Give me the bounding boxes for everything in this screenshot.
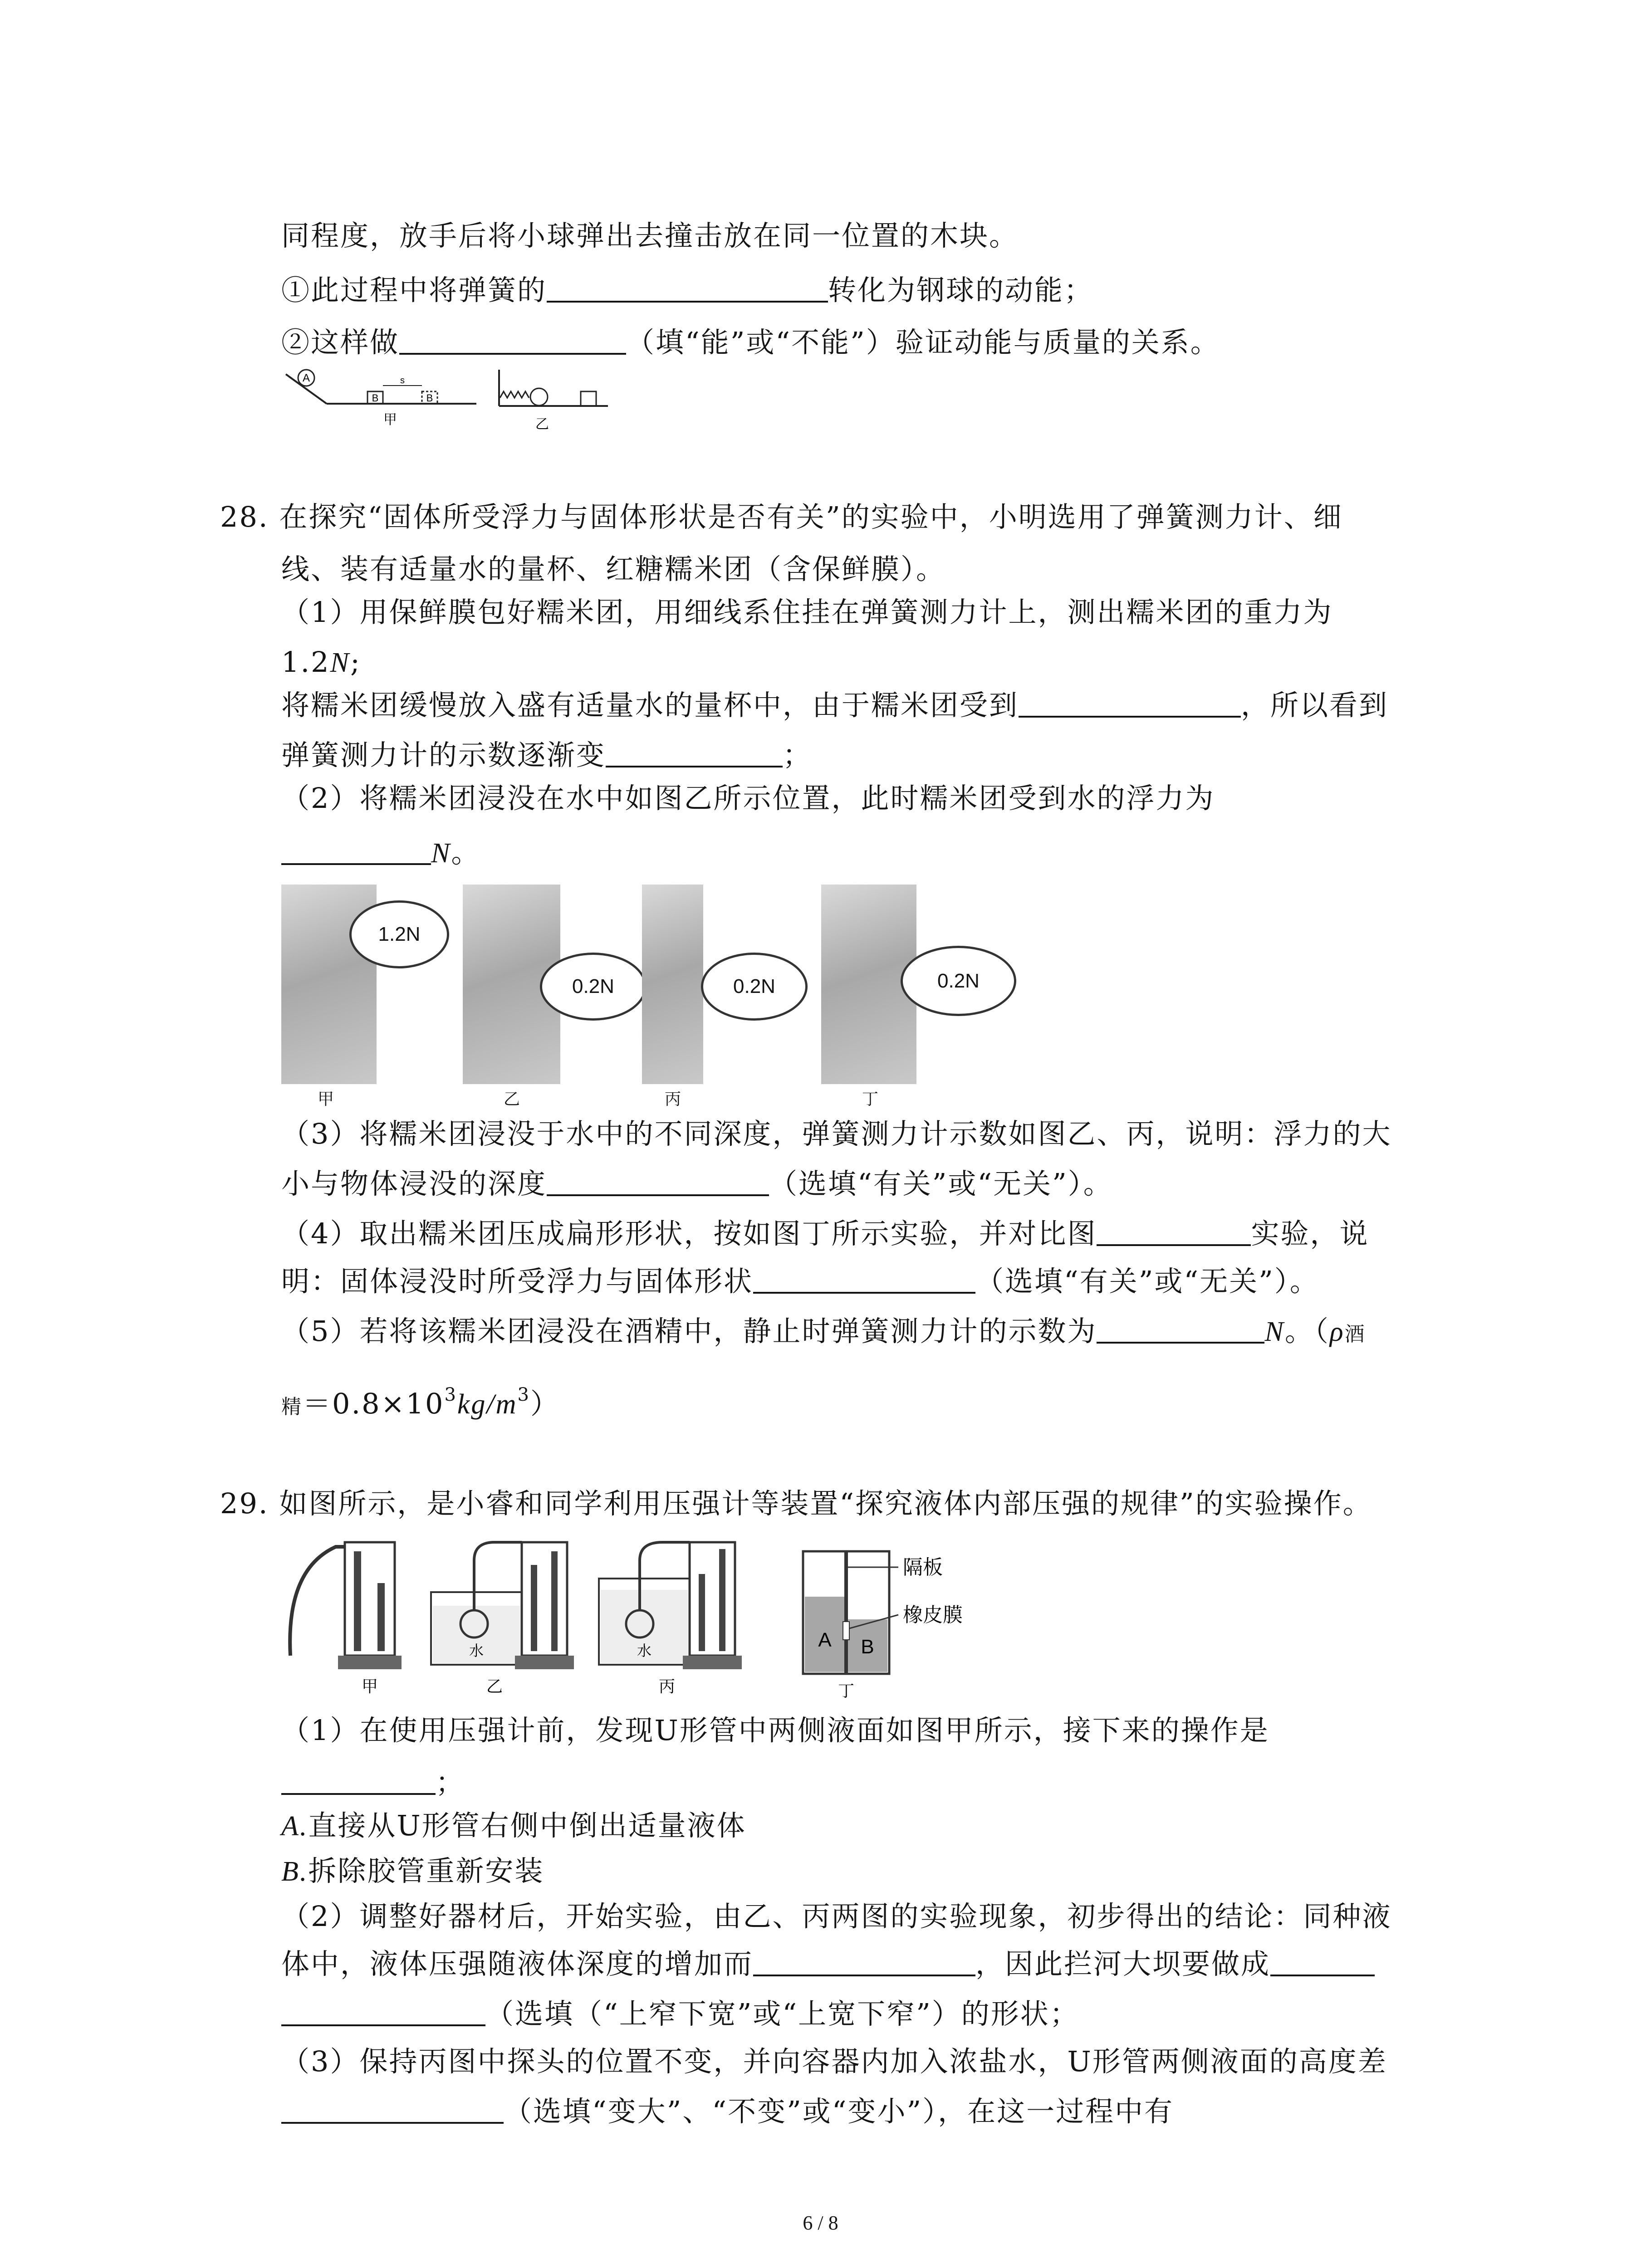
page-number: 6 / 8 [803,2212,838,2234]
q28-stem-line2: 线、装有适量水的量杯、红糖糯米团（含保鲜膜）。 [281,552,946,586]
q28-p5-line1: （5）若将该糯米团浸没在酒精中，静止时弹簧测力计的示数为 N。（ρ酒 [281,1315,1366,1348]
q28-p4-line1: （4）取出糯米团压成扁形形状，按如图丁所示实验，并对比图 实验，说 [281,1217,1369,1250]
q29-option-b: B.拆除胶管重新安装 [281,1854,544,1887]
q28-number: 28. [220,500,269,533]
q28-p5-line2: 精$=0.8\times 10^3kg/m^3$） [281,1384,560,1420]
fig-jia-caption: 甲 [383,412,397,427]
fig29-geban-label: 隔板 [903,1556,943,1579]
q29-p1-line2: ； [281,1765,465,1801]
answer-blank[interactable] [753,1264,975,1294]
reading-bubble-bing: 0.2N [701,953,808,1021]
fig29-xiangpimo-label: 橡皮膜 [903,1604,963,1626]
fig29-bing-caption: 丙 [658,1677,676,1696]
photo-caption-jia: 甲 [318,1090,334,1109]
distance-s-label: s [400,376,405,386]
answer-blank[interactable] [1097,1314,1264,1344]
q28-p2-line2: N。 [281,835,480,871]
answer-blank[interactable] [1270,1946,1375,1976]
q28-p1-line1: （1）用保鲜膜包好糯米团，用细线系住挂在弹簧测力计上，测出糯米团的重力为 [281,596,1333,629]
answer-blank[interactable] [281,1996,485,2026]
q27-sub2: ②这样做 （填“能”或“不能”）验证动能与质量的关系。 [281,326,1220,359]
answer-blank[interactable] [606,738,783,767]
answer-blank[interactable] [547,1166,769,1196]
q27-line1: 同程度，放手后将小球弹出去撞击放在同一位置的木块。 [281,219,1019,252]
q29-option-a: A.直接从U形管右侧中倒出适量液体 [281,1809,746,1842]
q29-figures [281,1533,1030,1706]
q29-p1-line1: （1）在使用压强计前，发现U形管中两侧液面如图甲所示，接下来的操作是 [281,1714,1269,1747]
ball-a-label: A [302,372,310,384]
q28-p2-line1: （2）将糯米团浸没在水中如图乙所示位置，此时糯米团受到水的浮力为 [281,782,1215,815]
fig29-ding-b: B [861,1636,874,1658]
fig29-yi-caption: 乙 [486,1677,503,1696]
answer-blank[interactable] [281,1765,436,1795]
photo-bing [642,885,703,1084]
fig29-yi-water: 水 [469,1642,484,1659]
fig-yi-caption: 乙 [535,417,549,432]
q29-p2-line1: （2）调整好器材后，开始实验，由乙、丙两图的实验现象，初步得出的结论：同种液 [281,1900,1392,1933]
q29-number: 29. [220,1487,269,1520]
q28-p4-line2: 明：固体浸没时所受浮力与固体形状 （选填“有关”或“无关”）。 [281,1265,1319,1298]
q28-p1-line4: 弹簧测力计的示数逐渐变 ； [281,738,813,772]
q28-stem-line1: 28. 在探究“固体所受浮力与固体形状是否有关”的实验中，小明选用了弹簧测力计、细 [220,500,1343,533]
q29-stem: 29. 如图所示，是小睿和同学利用压强计等装置“探究液体内部压强的规律”的实验操作。 [220,1487,1372,1520]
q28-p1-line3: 将糯米团缓慢放入盛有适量水的量杯中，由于糯米团受到 ，所以看到 [281,689,1389,722]
block-b-label-2: B [426,392,433,404]
fig29-ding-a: A [818,1629,832,1651]
answer-blank[interactable] [281,835,431,865]
answer-blank[interactable] [1097,1216,1251,1246]
q27-sub1: ①此过程中将弹簧的 转化为钢球的动能； [281,274,1094,307]
photo-caption-yi: 乙 [504,1090,520,1109]
q29-p3-line1: （3）保持丙图中探头的位置不变，并向容器内加入浓盐水，U形管两侧液面的高度差 [281,2045,1387,2078]
answer-blank[interactable] [281,2094,504,2124]
q29-p3-line2: （选填“变大”、“不变”或“变小”），在这一过程中有 [281,2093,1174,2130]
block-b-label-1: B [372,392,379,404]
answer-blank[interactable] [547,273,828,303]
answer-blank[interactable] [753,1946,975,1976]
reading-bubble-ding: 0.2N [901,946,1016,1016]
answer-blank[interactable] [1019,688,1241,718]
q28-p3-line1: （3）将糯米团浸没于水中的不同深度，弹簧测力计示数如图乙、丙，说明：浮力的大 [281,1117,1392,1150]
reading-bubble-yi: 0.2N [540,953,647,1021]
photo-caption-bing: 丙 [665,1090,681,1109]
answer-blank[interactable] [399,325,626,355]
q29-p2-line2: 体中，液体压强随液体深度的增加而 ，因此拦河大坝要做成 [281,1946,1375,1982]
q29-p2-line3: （选填（“上窄下宽”或“上宽下窄”）的形状； [281,1996,1079,2032]
fig29-ding-caption: 丁 [838,1681,855,1700]
photo-caption-ding: 丁 [862,1090,879,1109]
q28-p3-line2: 小与物体浸没的深度 （选填“有关”或“无关”）。 [281,1167,1113,1200]
q28-p1-line2: 1.2N; [281,645,361,679]
fig29-bing-water: 水 [637,1642,652,1659]
reading-bubble-jia: 1.2N [349,900,449,968]
q27-figure [281,365,626,438]
fig29-jia-caption: 甲 [361,1677,378,1696]
